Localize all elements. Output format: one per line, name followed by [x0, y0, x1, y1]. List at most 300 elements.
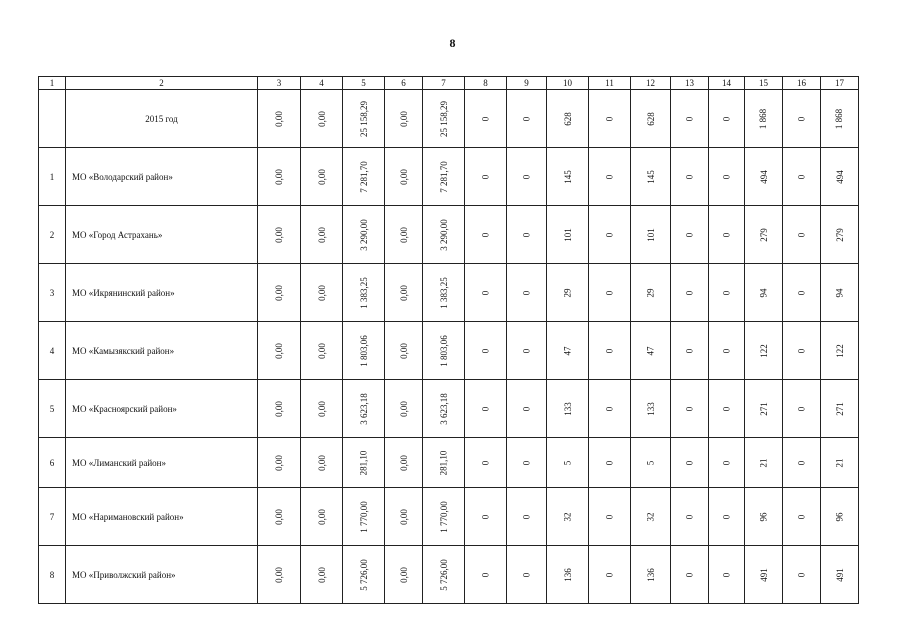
column-number-header: 12: [631, 77, 671, 90]
value-text: 47: [562, 346, 573, 355]
value-text: 1 383,25: [358, 276, 369, 309]
value-text: 0: [480, 116, 491, 121]
value-text: 0,00: [274, 400, 284, 417]
value-cell: [783, 148, 821, 206]
value-cell: [745, 546, 783, 604]
value-cell: [385, 90, 423, 148]
value-cell: [465, 546, 507, 604]
value-text: 0,00: [398, 284, 409, 301]
table-row: [39, 438, 859, 488]
value-text: 3 290,00: [358, 218, 369, 251]
value-cell: [258, 380, 301, 438]
value-text: 0,00: [398, 508, 409, 525]
value-cell: [631, 322, 671, 380]
value-text: 0,00: [274, 342, 284, 359]
column-number-header: 13: [671, 77, 709, 90]
value-cell: [783, 488, 821, 546]
value-cell: [821, 206, 859, 264]
value-cell: [465, 488, 507, 546]
value-text: 96: [834, 512, 845, 521]
value-cell: [507, 206, 547, 264]
value-cell: [343, 90, 385, 148]
value-cell: [745, 438, 783, 488]
value-cell: [671, 148, 709, 206]
value-text: 491: [834, 567, 845, 582]
value-text: 0,00: [274, 284, 284, 301]
value-cell: [343, 322, 385, 380]
value-text: 29: [645, 288, 656, 297]
value-cell: [423, 380, 465, 438]
value-text: 0: [684, 572, 695, 577]
value-text: 0,00: [316, 110, 327, 127]
value-cell: [589, 488, 631, 546]
row-name-cell: МО «Икрянинский район»: [66, 264, 258, 322]
value-text: 0: [521, 290, 532, 295]
value-text: 94: [758, 288, 769, 297]
column-number-header: 11: [589, 77, 631, 90]
value-text: 0,00: [316, 454, 327, 471]
value-text: 96: [758, 512, 769, 521]
value-cell: [385, 546, 423, 604]
value-cell: [709, 322, 745, 380]
value-text: 0: [521, 232, 532, 237]
value-text: 628: [562, 111, 573, 126]
value-text: 0: [721, 116, 732, 121]
value-text: 281,10: [438, 450, 449, 475]
value-cell: [821, 380, 859, 438]
value-cell: [423, 264, 465, 322]
value-text: 0,00: [316, 226, 327, 243]
table-row: [39, 488, 859, 546]
value-text: 0: [604, 406, 615, 411]
value-cell: [465, 90, 507, 148]
value-cell: [547, 90, 589, 148]
value-cell: [631, 206, 671, 264]
value-cell: [507, 264, 547, 322]
column-number-header: 3: [258, 77, 301, 90]
value-text: 0: [521, 348, 532, 353]
value-text: 25 158,29: [358, 100, 369, 137]
value-cell: [589, 322, 631, 380]
value-text: 0: [796, 348, 807, 353]
value-text: 0,00: [398, 110, 409, 127]
row-number-cell: 5: [39, 380, 66, 438]
value-text: 101: [645, 227, 656, 242]
value-text: 0,00: [274, 454, 284, 471]
value-text: 5: [645, 460, 656, 465]
value-cell: [821, 90, 859, 148]
value-cell: [423, 90, 465, 148]
value-text: 0: [480, 572, 491, 577]
value-cell: [709, 206, 745, 264]
value-text: 494: [758, 169, 769, 184]
value-text: 0: [721, 406, 732, 411]
column-number-header: 7: [423, 77, 465, 90]
value-text: 279: [758, 227, 769, 242]
value-cell: [258, 264, 301, 322]
value-text: 0: [480, 174, 491, 179]
value-text: 122: [758, 343, 769, 358]
value-cell: [547, 546, 589, 604]
value-text: 0: [796, 460, 807, 465]
table-row: [39, 546, 859, 604]
value-cell: [671, 90, 709, 148]
table-row: [39, 90, 859, 148]
value-text: 0: [521, 572, 532, 577]
value-cell: [821, 488, 859, 546]
value-cell: [507, 90, 547, 148]
value-cell: [385, 148, 423, 206]
value-cell: [821, 322, 859, 380]
value-text: 0,00: [398, 226, 409, 243]
value-text: 0: [684, 290, 695, 295]
value-text: 0,00: [274, 566, 284, 583]
value-cell: [783, 546, 821, 604]
value-text: 3 623,18: [358, 392, 369, 425]
value-cell: [709, 90, 745, 148]
value-text: 0,00: [274, 508, 284, 525]
value-cell: [631, 380, 671, 438]
value-cell: [589, 380, 631, 438]
column-number-header: 5: [343, 77, 385, 90]
value-cell: [343, 206, 385, 264]
page-number: 8: [449, 36, 456, 50]
value-text: 32: [645, 512, 656, 521]
value-cell: [821, 438, 859, 488]
value-text: 0: [604, 514, 615, 519]
value-text: 0,00: [316, 342, 327, 359]
value-cell: [301, 322, 343, 380]
value-cell: [507, 546, 547, 604]
value-cell: [385, 206, 423, 264]
row-name-cell: МО «Город Астрахань»: [66, 206, 258, 264]
value-text: 0: [480, 406, 491, 411]
column-number-row: [39, 77, 859, 90]
value-cell: [589, 546, 631, 604]
value-text: 0: [521, 116, 532, 121]
value-text: 5 726,00: [438, 558, 449, 591]
value-cell: [547, 148, 589, 206]
value-text: 0: [604, 174, 615, 179]
value-cell: [385, 488, 423, 546]
column-number-header: 4: [301, 77, 343, 90]
value-text: 0: [684, 406, 695, 411]
value-cell: [258, 90, 301, 148]
value-cell: [709, 438, 745, 488]
value-cell: [423, 322, 465, 380]
value-text: 0,00: [274, 168, 284, 185]
value-cell: [423, 488, 465, 546]
value-text: 0: [684, 514, 695, 519]
value-cell: [301, 148, 343, 206]
value-text: 281,10: [358, 450, 369, 475]
value-cell: [631, 90, 671, 148]
value-cell: [547, 380, 589, 438]
value-text: 25 158,29: [438, 100, 449, 137]
value-cell: [671, 488, 709, 546]
value-cell: [385, 380, 423, 438]
value-cell: [547, 206, 589, 264]
column-number-header: 17: [821, 77, 859, 90]
value-text: 0,00: [274, 110, 284, 127]
value-cell: [258, 322, 301, 380]
value-text: 0: [480, 348, 491, 353]
value-text: 0: [480, 232, 491, 237]
value-text: 5: [562, 460, 573, 465]
value-text: 0,00: [316, 284, 327, 301]
value-text: 0: [480, 290, 491, 295]
column-number-header: 8: [465, 77, 507, 90]
row-number-cell: 8: [39, 546, 66, 604]
value-cell: [301, 546, 343, 604]
value-cell: [507, 322, 547, 380]
value-text: 0: [521, 514, 532, 519]
value-cell: [631, 438, 671, 488]
value-cell: [783, 438, 821, 488]
value-cell: [343, 148, 385, 206]
value-cell: [301, 380, 343, 438]
value-text: 47: [645, 346, 656, 355]
value-cell: [465, 322, 507, 380]
column-number-header: 10: [547, 77, 589, 90]
value-text: 0: [721, 290, 732, 295]
value-text: 0,00: [398, 400, 409, 417]
value-cell: [301, 438, 343, 488]
value-cell: [423, 206, 465, 264]
value-text: 1 383,25: [438, 276, 449, 309]
value-text: 0: [721, 572, 732, 577]
value-cell: [631, 546, 671, 604]
value-cell: [783, 322, 821, 380]
value-text: 279: [834, 227, 845, 242]
value-text: 0: [604, 348, 615, 353]
value-text: 136: [645, 567, 656, 582]
value-text: 101: [562, 227, 573, 242]
value-text: 136: [562, 567, 573, 582]
value-text: 145: [645, 169, 656, 184]
row-number-cell: 2: [39, 206, 66, 264]
column-number-header: 15: [745, 77, 783, 90]
value-text: 0: [796, 406, 807, 411]
value-cell: [745, 488, 783, 546]
table-row: [39, 380, 859, 438]
value-cell: [821, 264, 859, 322]
value-text: 0: [796, 290, 807, 295]
value-text: 0: [796, 514, 807, 519]
value-cell: [343, 380, 385, 438]
value-cell: [343, 438, 385, 488]
value-text: 494: [834, 169, 845, 184]
value-cell: [671, 206, 709, 264]
value-text: 21: [758, 458, 769, 467]
value-cell: [783, 90, 821, 148]
value-text: 0,00: [274, 226, 284, 243]
column-number-header: 9: [507, 77, 547, 90]
value-cell: [631, 264, 671, 322]
value-text: 0,00: [316, 400, 327, 417]
value-text: 0: [796, 232, 807, 237]
value-cell: [589, 90, 631, 148]
value-cell: [465, 380, 507, 438]
value-text: 21: [834, 458, 845, 467]
row-name-cell: МО «Наримановский район»: [66, 488, 258, 546]
value-cell: [783, 264, 821, 322]
value-cell: [385, 264, 423, 322]
value-cell: [465, 148, 507, 206]
column-number-header: 2: [66, 77, 258, 90]
value-cell: [709, 264, 745, 322]
value-text: 0,00: [316, 168, 327, 185]
value-cell: [465, 438, 507, 488]
value-text: 271: [834, 401, 845, 416]
value-text: 0: [480, 460, 491, 465]
value-text: 0: [604, 460, 615, 465]
value-cell: [507, 438, 547, 488]
value-cell: [301, 90, 343, 148]
value-text: 0: [684, 232, 695, 237]
value-cell: [343, 488, 385, 546]
row-name-cell: 2015 год: [66, 90, 258, 148]
value-cell: [671, 322, 709, 380]
value-text: 628: [645, 111, 656, 126]
value-text: 0: [684, 116, 695, 121]
value-cell: [547, 322, 589, 380]
value-text: 0: [796, 572, 807, 577]
row-number-cell: 6: [39, 438, 66, 488]
value-text: 1 770,00: [358, 500, 369, 533]
value-text: 0,00: [398, 454, 409, 471]
value-text: 94: [834, 288, 845, 297]
value-text: 7 281,70: [358, 160, 369, 193]
value-cell: [631, 148, 671, 206]
value-text: 0,00: [398, 566, 409, 583]
row-number-cell: 1: [39, 148, 66, 206]
value-text: 0: [480, 514, 491, 519]
value-cell: [507, 380, 547, 438]
value-cell: [258, 546, 301, 604]
value-cell: [821, 546, 859, 604]
value-cell: [423, 148, 465, 206]
column-number-header: 16: [783, 77, 821, 90]
value-text: 3 623,18: [438, 392, 449, 425]
value-cell: [821, 148, 859, 206]
data-table: [38, 76, 859, 604]
table-row: [39, 148, 859, 206]
value-text: 0: [721, 232, 732, 237]
column-number-header: 14: [709, 77, 745, 90]
value-cell: [385, 438, 423, 488]
value-cell: [745, 380, 783, 438]
value-cell: [783, 206, 821, 264]
row-name-cell: МО «Камызякский район»: [66, 322, 258, 380]
value-cell: [631, 488, 671, 546]
value-text: 1 803,06: [358, 334, 369, 367]
value-cell: [507, 488, 547, 546]
value-cell: [258, 206, 301, 264]
row-number-cell: 4: [39, 322, 66, 380]
value-text: 271: [758, 401, 769, 416]
value-text: 0: [521, 174, 532, 179]
value-cell: [547, 438, 589, 488]
row-name-cell: МО «Володарский район»: [66, 148, 258, 206]
value-text: 7 281,70: [438, 160, 449, 193]
column-number-header: 6: [385, 77, 423, 90]
value-cell: [745, 264, 783, 322]
value-text: 0: [604, 232, 615, 237]
value-text: 0,00: [316, 508, 327, 525]
value-text: 0: [604, 290, 615, 295]
value-text: 0,00: [398, 168, 409, 185]
value-cell: [547, 264, 589, 322]
value-cell: [423, 438, 465, 488]
value-text: 0: [721, 460, 732, 465]
value-text: 3 290,00: [438, 218, 449, 251]
value-cell: [301, 264, 343, 322]
value-cell: [671, 546, 709, 604]
value-cell: [423, 546, 465, 604]
value-cell: [709, 546, 745, 604]
value-text: 0: [796, 174, 807, 179]
row-number-cell: 7: [39, 488, 66, 546]
value-cell: [547, 488, 589, 546]
value-cell: [258, 488, 301, 546]
value-cell: [671, 438, 709, 488]
value-cell: [745, 148, 783, 206]
value-cell: [709, 380, 745, 438]
value-text: 0,00: [398, 342, 409, 359]
column-number-header: 1: [39, 77, 66, 90]
value-cell: [343, 264, 385, 322]
value-cell: [589, 148, 631, 206]
value-cell: [258, 438, 301, 488]
value-cell: [783, 380, 821, 438]
value-text: 0,00: [316, 566, 327, 583]
value-cell: [589, 206, 631, 264]
value-text: 1 868: [834, 108, 845, 129]
value-cell: [301, 488, 343, 546]
value-cell: [671, 380, 709, 438]
table-row: [39, 206, 859, 264]
value-text: 1 770,00: [438, 500, 449, 533]
table-row: [39, 264, 859, 322]
value-cell: [745, 206, 783, 264]
value-text: 29: [562, 288, 573, 297]
value-text: 32: [562, 512, 573, 521]
value-text: 0: [684, 174, 695, 179]
value-cell: [709, 488, 745, 546]
value-cell: [671, 264, 709, 322]
value-cell: [385, 322, 423, 380]
value-text: 5 726,00: [358, 558, 369, 591]
value-cell: [301, 206, 343, 264]
value-text: 0: [796, 116, 807, 121]
value-text: 0: [684, 348, 695, 353]
value-cell: [258, 148, 301, 206]
value-cell: [745, 90, 783, 148]
row-name-cell: МО «Лиманский район»: [66, 438, 258, 488]
row-number-cell: 3: [39, 264, 66, 322]
value-text: 133: [562, 401, 573, 416]
value-text: 0: [684, 460, 695, 465]
value-cell: [465, 264, 507, 322]
value-text: 0: [604, 572, 615, 577]
value-cell: [465, 206, 507, 264]
value-text: 491: [758, 567, 769, 582]
table-row: [39, 322, 859, 380]
value-cell: [589, 438, 631, 488]
row-number-cell: [39, 90, 66, 148]
value-text: 0: [721, 348, 732, 353]
